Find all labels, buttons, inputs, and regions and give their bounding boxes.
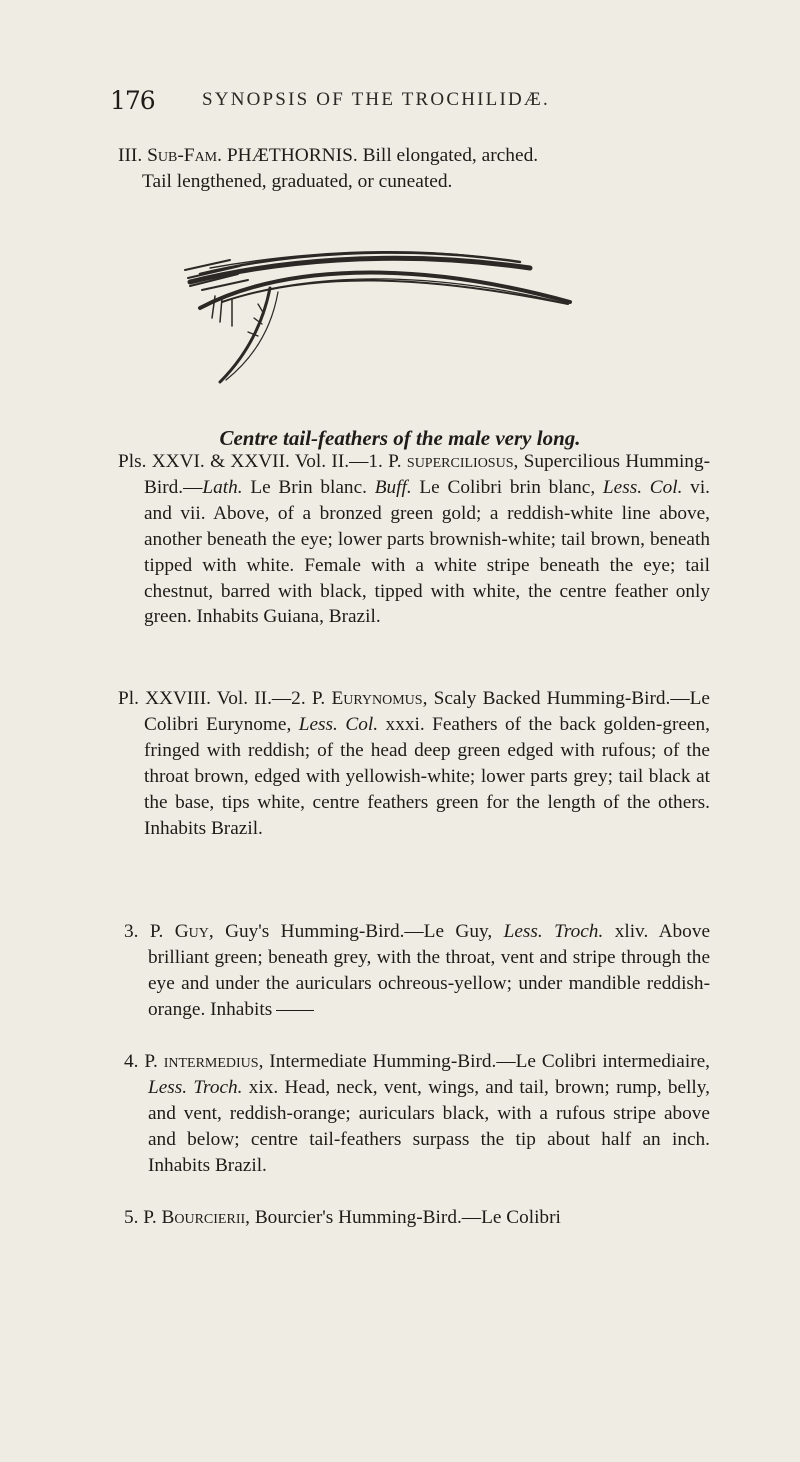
tail-feather-illustration: [160, 222, 580, 422]
citation-lesson: Less. Troch.: [148, 1076, 243, 1098]
entry-reference: Pl. XXVIII. Vol. II.—2. P.: [118, 688, 326, 709]
citation-buff: Buff.: [374, 476, 412, 498]
species-entry-3: [118, 919, 710, 1023]
species-entry-4: [118, 1049, 710, 1179]
entry-reference: 5. P.: [124, 1207, 157, 1228]
page-number: 176: [110, 86, 155, 115]
running-head: SYNOPSIS OF THE TROCHILIDÆ.: [202, 89, 550, 110]
species-description: vi. and vii. Above, of a bronzed green gold; a reddish-white line above, another beneath the eye; lower parts brownish-white; tail brown, beneath tipped with white. Female with a white stripe beneath the eye; tail chestnut, barred with black, tipped with white, the centre feather only green. Inhabits Guiana, Brazil.: [144, 476, 710, 628]
species-description: xxxi. Feathers of the back golden-green, fringed with reddish; of the head deep green edged with rufous; of the throat brown, edged with yellowish-white; lower parts grey; tail black at the base, tips white, centre feathers green for the length of the others. Inhabits Brazil.: [144, 713, 710, 839]
citation-lesson: Less. Troch.: [503, 921, 604, 942]
species-latin-name: superciliosus,: [406, 451, 519, 472]
species-common-name: Intermediate Humming-Bird.—Le Colibri intermediaire,: [269, 1051, 710, 1072]
species-common-name: Bourcier's Humming-Bird.—Le Colibri: [254, 1207, 561, 1228]
subfamily-description-2: Tail lengthened, graduated, or cuneated.: [142, 170, 453, 192]
species-latin-name: Eurynomus,: [331, 688, 428, 709]
species-entry-5: [118, 1205, 710, 1231]
subfamily-description-1: Bill elongated, arched.: [362, 145, 539, 166]
blank-locality-dash: [276, 1010, 314, 1011]
subfamily-heading: [118, 143, 708, 195]
species-entry-2: [118, 686, 710, 841]
citation-lesson: Less. Col.: [298, 713, 379, 735]
subfamily-prefix: III.: [118, 145, 143, 166]
species-description: xix. Head, neck, vent, wings, and tail, brown; rump, belly, and vent, reddish-orange; auriculars black, with a rufous stripe above and below; centre tail-feathers surpass the tip about half an inch. Inhabits Brazil.: [148, 1076, 710, 1176]
french-name-2: Le Colibri brin blanc,: [419, 476, 596, 498]
species-common-name: Guy's Humming-Bird.—Le Guy,: [225, 921, 493, 942]
species-common-name: Supercilious Humming-Bird.—: [144, 451, 711, 498]
species-entry-1: [118, 437, 710, 630]
species-description: xliv. Above brilliant green; beneath grey, with the throat, vent and stripe through the eye and under the auriculars ochreous-yellow; under mandible reddish-orange. Inhabits: [148, 921, 711, 1020]
species-latin-name: Guy,: [174, 921, 214, 942]
french-name-1: Le Brin blanc.: [250, 476, 367, 498]
subfamily-name: PHÆTHORNIS.: [226, 145, 358, 166]
page-header: [110, 86, 710, 120]
species-latin-name: intermedius,: [163, 1051, 264, 1072]
figure-caption: Centre tail-feathers of the male very long.: [219, 426, 581, 450]
subfamily-label: Sub-Fam.: [147, 145, 222, 166]
entry-reference: Pls. XXVI. & XXVII. Vol. II.—1. P.: [118, 451, 402, 472]
species-common-name: Scaly Backed Humming-Bird.—Le Colibri Eurynome,: [144, 688, 710, 735]
entry-reference: 3. P.: [124, 921, 164, 942]
entry-reference: 4. P.: [124, 1051, 158, 1072]
species-latin-name: Bourcierii,: [161, 1207, 250, 1228]
citation-lath: Lath.: [202, 476, 243, 498]
citation-lesson: Less. Col.: [602, 476, 683, 498]
